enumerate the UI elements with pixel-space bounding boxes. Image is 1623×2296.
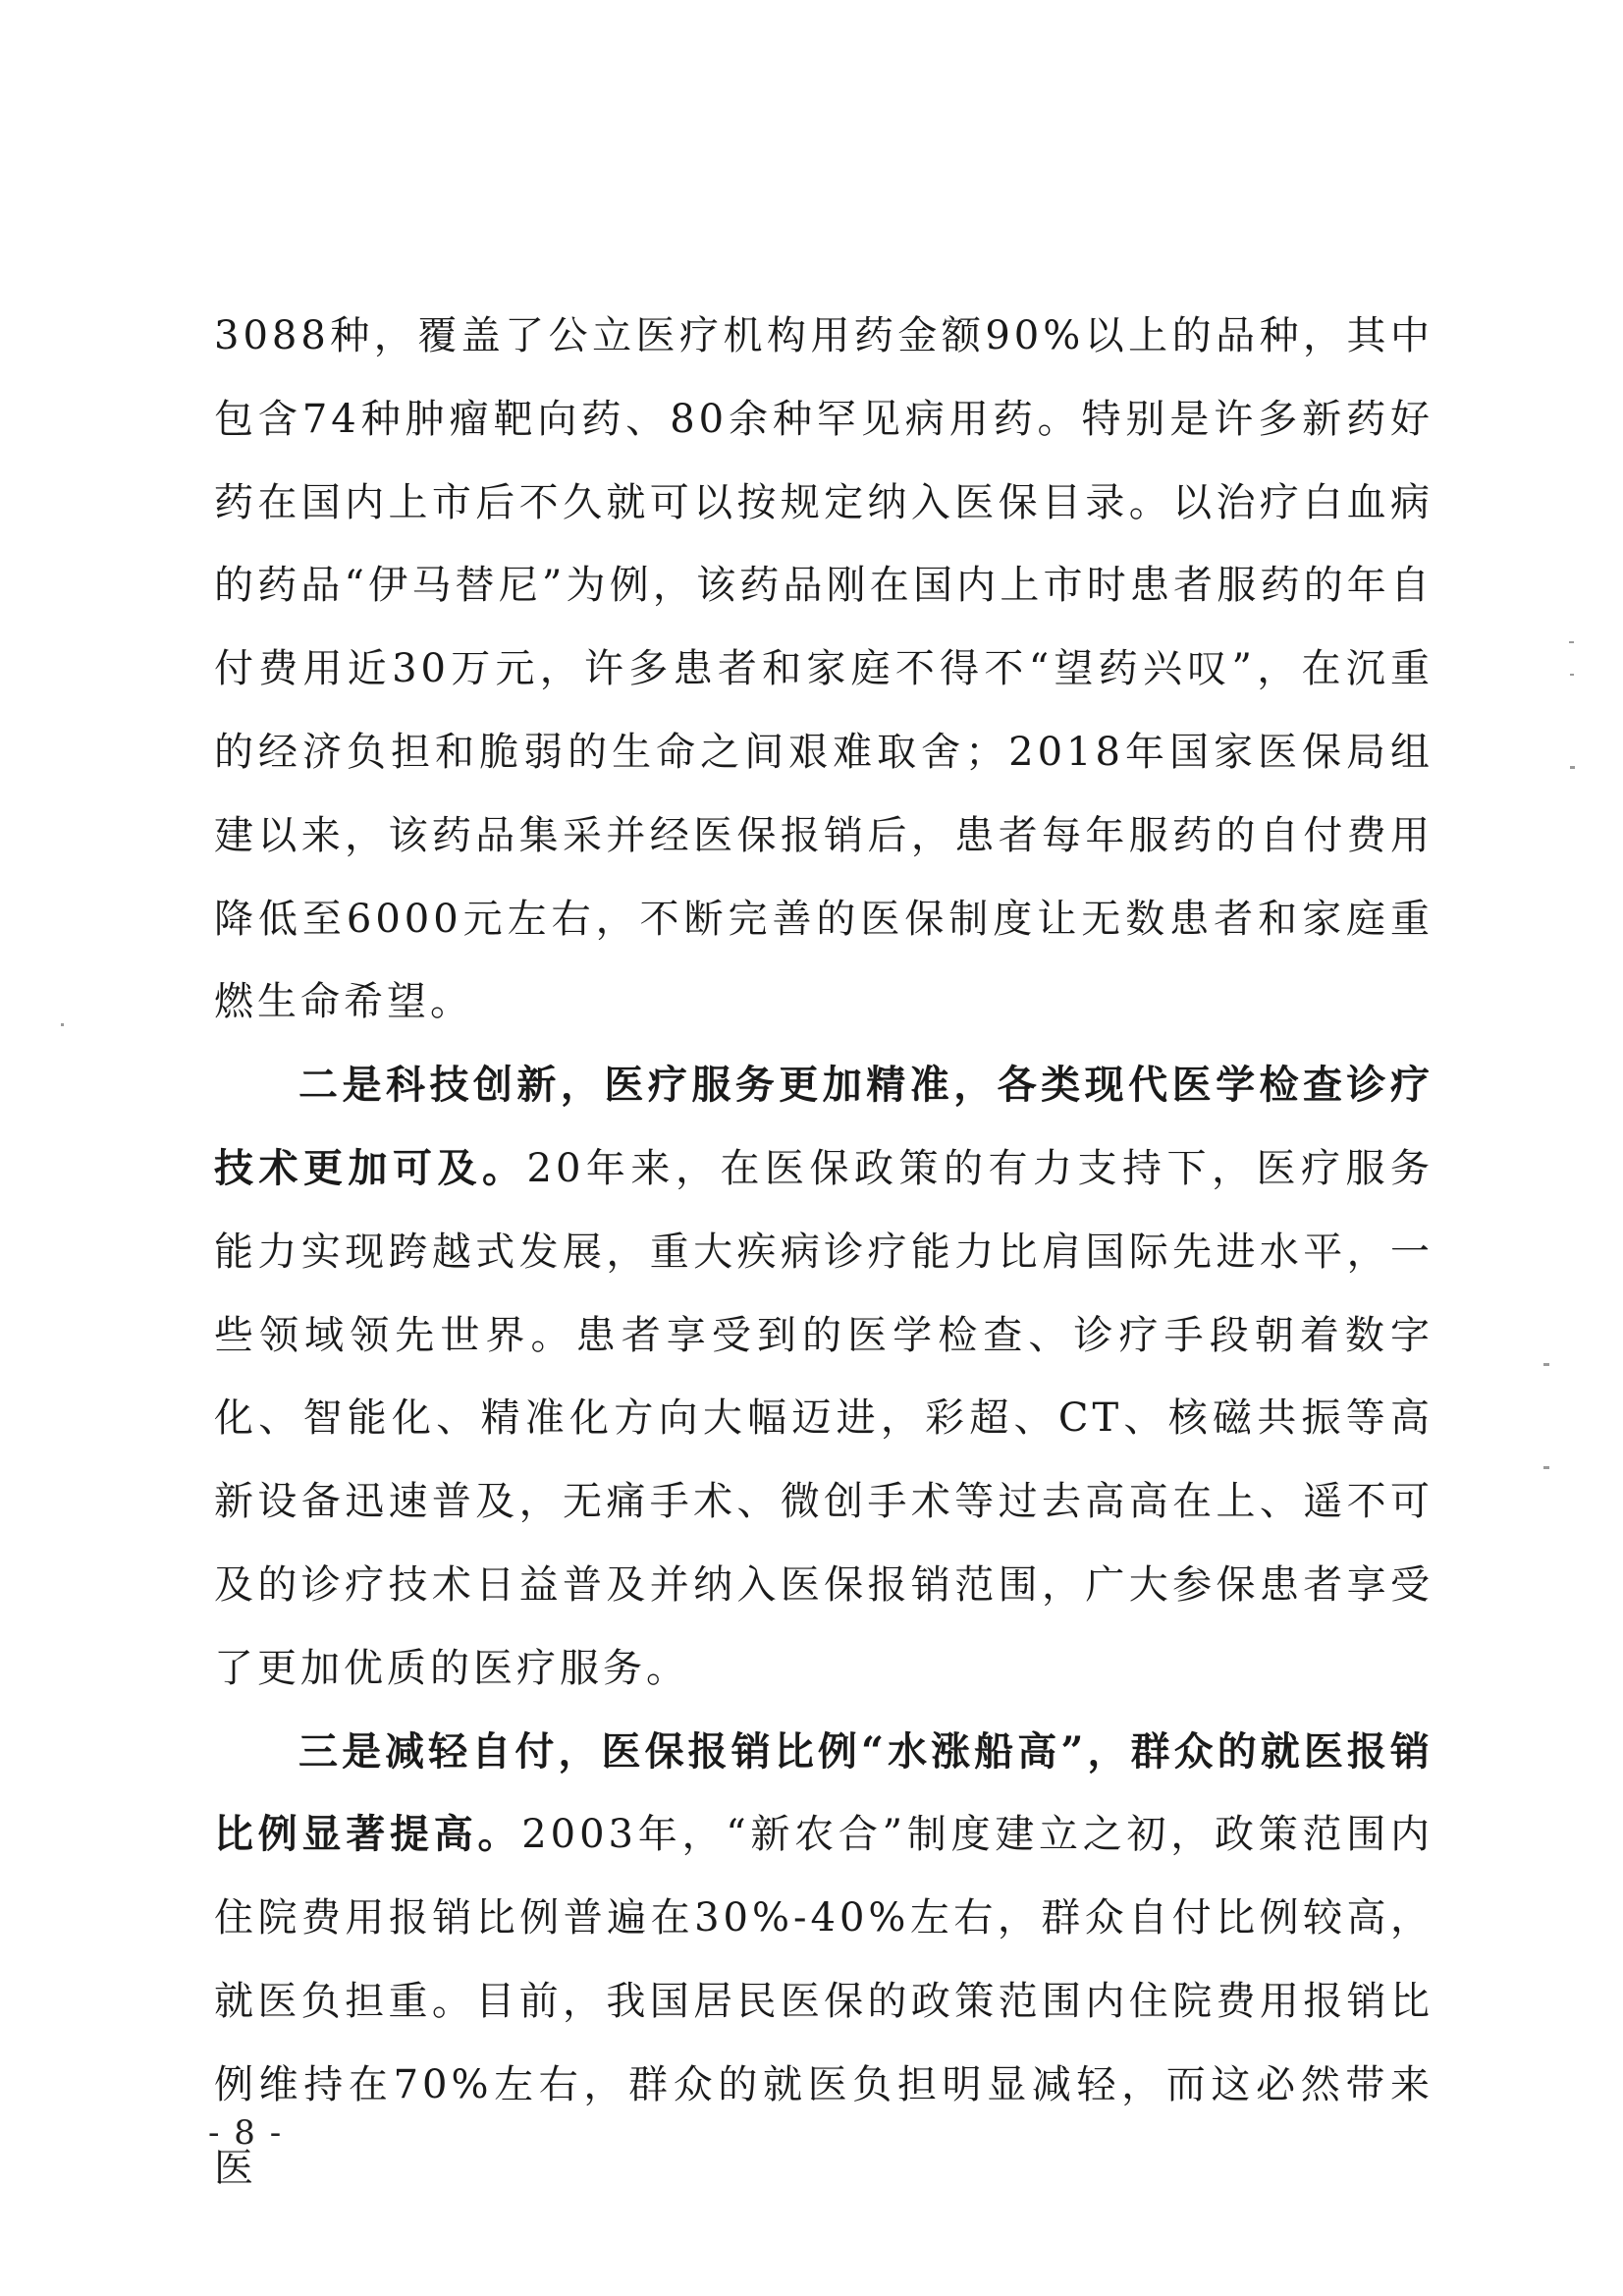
scan-mark [1570, 674, 1574, 676]
scan-mark [1543, 1466, 1549, 1469]
paragraph-tech-innovation [214, 1044, 1434, 1710]
paragraph-text: 20年来，在医保政策的有力支持下，医疗服务能力实现跨越式发展，重大疾病诊疗能力比肩国际先进水平，一些领域领先世界。患者享受到的医学检查、诊疗手段朝着数字化、智能化、精准化方向大幅迈进，彩超、CT、核磁共振等高新设备迅速普及，无痛手术、微创手术等过去高高在上、遥不可及的诊疗技术日益普及并纳入医保报销范围，广大参保患者享受了更加优质的医疗服务。 [214, 1145, 1434, 1691]
paragraph-reduce-self-pay [214, 1711, 1434, 2211]
paragraph-continuation [214, 295, 1434, 1044]
scan-mark [61, 1023, 64, 1026]
document-body [214, 295, 1434, 2210]
scan-mark [1570, 766, 1575, 769]
page-number: - 8 - [208, 2113, 284, 2153]
paragraph-lead: 二是科技创新，医疗服务更加精准，各类现代医学检查诊疗技术更加可及。 [214, 1062, 1434, 1191]
paragraph-text: 3088种，覆盖了公立医疗机构用药金额90%以上的品种，其中包含74种肿瘤靶向药、80余种罕见病用药。特别是许多新药好药在国内上市后不久就可以按规定纳入医保目录。以治疗白血病的药品“伊马替尼”为例，该药品刚在国内上市时患者服药的年自付费用近30万元，许多患者和家庭不得不“望药兴叹”，在沉重的经济负担和脆弱的生命之间艰难取舍；2018年国家医保局组建以来，该药品集采并经医保报销后，患者每年服药的自付费用降低至6000元左右，不断完善的医保制度让无数患者和家庭重燃生命希望。 [214, 313, 1434, 1025]
scan-mark [1543, 1363, 1549, 1366]
paragraph-lead: 三是减轻自付，医保报销比例“水涨船高”，群众的就医报销比例显著提高。 [214, 1727, 1434, 1858]
scan-mark [1569, 641, 1574, 643]
paragraph-text: 2003年，“新农合”制度建立之初，政策范围内住院费用报销比例普遍在30%-40%左右，群众自付比例较高，就医负担重。目前，我国居民医保的政策范围内住院费用报销比例维持在70%左右，群众的就医负担明显减轻，而这必然带来医 [214, 1812, 1434, 2191]
